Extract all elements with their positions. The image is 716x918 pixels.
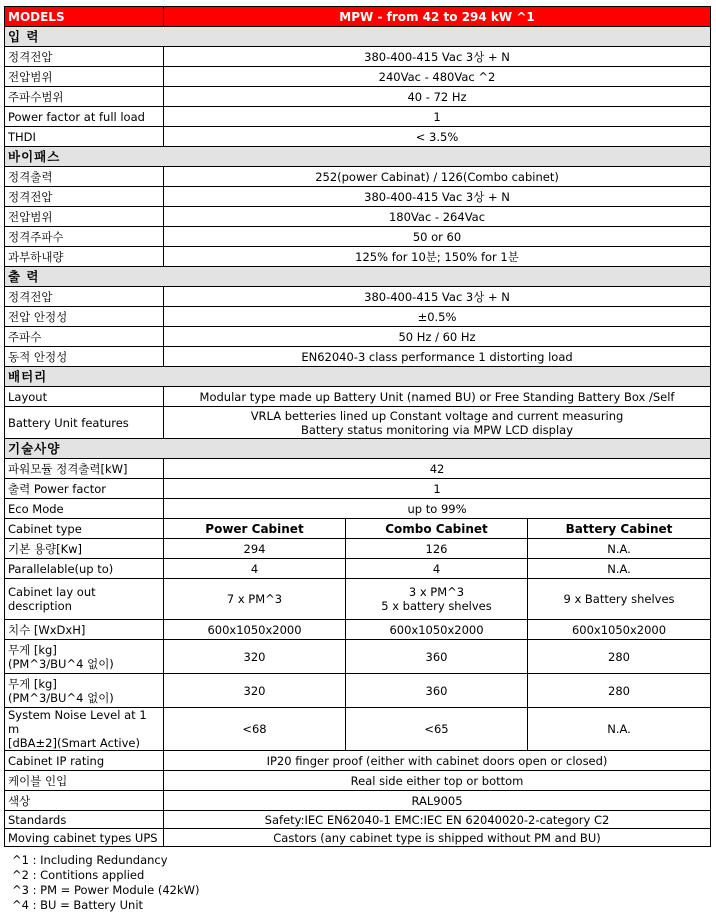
bypass-row-label: 전압범위 [5, 207, 164, 227]
cell-line: Cabinet lay out description [8, 585, 96, 613]
cell-line: 600x1050x2000 [389, 622, 484, 637]
input-row-value: 240Vac - 480Vac ^2 [164, 67, 711, 87]
cabinet-row-value [346, 559, 528, 579]
battery-features-row [5, 407, 711, 439]
bypass-row-value: 125% for 10분; 150% for 1분 [164, 247, 711, 267]
bypass-section-row [5, 147, 711, 167]
cabinet-type-header: Battery Cabinet [528, 519, 711, 539]
input-row-label: 주파수범위 [5, 87, 164, 107]
tech-bottom-row [5, 811, 711, 829]
bypass-row-value: 180Vac - 264Vac [164, 207, 711, 227]
cell-line: 5 x battery shelves [381, 599, 492, 613]
cell-line: 320 [243, 649, 266, 664]
tech-row-label: 출력 Power factor [5, 479, 164, 499]
bypass-row-value: 380-400-415 Vac 3상 + N [164, 187, 711, 207]
cabinet-row-value [164, 708, 346, 751]
cell-line: 600x1050x2000 [571, 622, 667, 637]
input-row-label: 정격전압 [5, 47, 164, 67]
cell-line: N.A. [607, 541, 631, 556]
output-row-label: 정격전압 [5, 287, 164, 307]
cabinet-row [5, 708, 711, 751]
cell-line: 3 x PM^3 [408, 585, 465, 599]
footnote: ^2 : Contitions applied [12, 868, 145, 882]
cabinet-row-label [5, 579, 164, 620]
cell-line: N.A. [607, 561, 631, 576]
battery-layout-value: Modular type made up Battery Unit (named BU) or Free Standing Battery Box /Self [164, 387, 711, 407]
cell-line: 기본 용량[Kw] [8, 541, 83, 556]
cabinet-row-value [164, 539, 346, 559]
output-row [5, 327, 711, 347]
input-row [5, 67, 711, 87]
tech-row-label: 파워모듈 정격출력[kW] [5, 459, 164, 479]
input-section-row [5, 27, 711, 47]
tech-row [5, 479, 711, 499]
cabinet-row [5, 620, 711, 640]
output-row [5, 287, 711, 307]
cabinet-type-header: Power Cabinet [164, 519, 346, 539]
tech-bottom-row [5, 829, 711, 847]
input-row-value: 380-400-415 Vac 3상 + N [164, 47, 711, 67]
cabinet-type-row [5, 519, 711, 539]
tech-bottom-value: Safety:IEC EN62040-1 EMC:IEC EN 62040020-2-category C2 [164, 811, 711, 829]
battery-layout-label: Layout [5, 387, 164, 407]
cabinet-row-value [164, 620, 346, 640]
bypass-row-label: 정격출력 [5, 167, 164, 187]
output-row-label: 동적 안정성 [5, 347, 164, 367]
output-section-title: 출 력 [5, 267, 711, 287]
tech-row-label: Eco Mode [5, 499, 164, 519]
cell-line: 294 [243, 541, 266, 556]
cell-line: 4 [432, 561, 441, 576]
tech-bottom-value: RAL9005 [164, 791, 711, 811]
cell-line: Parallelable(up to) [8, 561, 114, 576]
footnote: ^1 : Including Redundancy [12, 853, 168, 867]
battery-section-title: 배터리 [5, 367, 711, 387]
input-row [5, 87, 711, 107]
tech-row-value: up to 99% [164, 499, 711, 519]
cabinet-row-value [528, 620, 711, 640]
cell-line: (PM^3/BU^4 없이) [8, 690, 114, 705]
battery-features-line: Battery status monitoring via MPW LCD display [301, 422, 574, 437]
input-row [5, 107, 711, 127]
cabinet-row-value [346, 708, 528, 751]
cell-line: [dBA±2](Smart Active) [8, 736, 140, 750]
tech-row [5, 459, 711, 479]
cell-line: N.A. [607, 722, 631, 736]
cabinet-row-value [346, 640, 528, 674]
cell-line: 360 [425, 683, 448, 698]
cabinet-row-value [164, 640, 346, 674]
tech-bottom-label: Cabinet IP rating [5, 751, 164, 771]
bypass-row [5, 187, 711, 207]
cell-line: 무게 [kg] [8, 642, 57, 657]
cabinet-row-value [164, 559, 346, 579]
tech-bottom-value: Castors (any cabinet type is shipped without PM and BU) [164, 829, 711, 847]
input-row-label: Power factor at full load [5, 107, 164, 127]
bypass-row-value: 252(power Cabinat) / 126(Combo cabinet) [164, 167, 711, 187]
models-header-row [5, 7, 711, 27]
output-row-value: ±0.5% [164, 307, 711, 327]
tech-row-value: 42 [164, 459, 711, 479]
battery-features-value [164, 407, 711, 439]
tech-bottom-label: 색상 [5, 791, 164, 811]
cabinet-row-label [5, 640, 164, 674]
bypass-row [5, 247, 711, 267]
cell-line: 무게 [kg] [8, 676, 57, 691]
cabinet-type-label: Cabinet type [5, 519, 164, 539]
cabinet-row-label [5, 559, 164, 579]
tech-bottom-label: Moving cabinet types UPS [5, 829, 164, 847]
spec-sheet [4, 6, 710, 913]
cabinet-row-value [528, 708, 711, 751]
cell-line: 9 x Battery shelves [563, 592, 675, 606]
battery-layout-row [5, 387, 711, 407]
output-row-label: 주파수 [5, 327, 164, 347]
tech-bottom-label: 케이블 인입 [5, 771, 164, 791]
cabinet-row-value [528, 674, 711, 708]
cell-line: <65 [424, 722, 449, 736]
cell-line: 126 [425, 541, 448, 556]
tech-bottom-row [5, 751, 711, 771]
tech-bottom-value: IP20 finger proof (either with cabinet doors open or closed) [164, 751, 711, 771]
tech-row-value: 1 [164, 479, 711, 499]
output-row-value: EN62040-3 class performance 1 distorting load [164, 347, 711, 367]
cell-line: 320 [243, 683, 266, 698]
cabinet-row-value [164, 674, 346, 708]
cabinet-row-value [528, 559, 711, 579]
tech-bottom-row [5, 771, 711, 791]
bypass-row-label: 정격주파수 [5, 227, 164, 247]
output-row [5, 347, 711, 367]
cabinet-type-header: Combo Cabinet [346, 519, 528, 539]
tech-row [5, 499, 711, 519]
bypass-row [5, 167, 711, 187]
output-row-label: 전압 안정성 [5, 307, 164, 327]
models-label: MODELS [5, 7, 164, 27]
cell-line: <68 [242, 722, 267, 736]
output-row-value: 380-400-415 Vac 3상 + N [164, 287, 711, 307]
cabinet-row-value [528, 539, 711, 559]
tech-section-title: 기술사양 [5, 439, 711, 459]
bypass-row-value: 50 or 60 [164, 227, 711, 247]
cell-line: 치수 [WxDxH] [8, 622, 86, 637]
battery-features-line: VRLA betteries lined up Constant voltage and current measuring [250, 408, 624, 423]
cell-line: System Noise Level at 1 m [8, 708, 147, 736]
cell-line: (PM^3/BU^4 없이) [8, 656, 114, 671]
cabinet-row-value [346, 579, 528, 620]
cell-line: 360 [425, 649, 448, 664]
output-row-value: 50 Hz / 60 Hz [164, 327, 711, 347]
battery-features-label: Battery Unit features [5, 407, 164, 439]
cabinet-row-label [5, 674, 164, 708]
bypass-row [5, 227, 711, 247]
footnote: ^4 : BU = Battery Unit [12, 898, 144, 912]
cell-line: 4 [250, 561, 259, 576]
tech-section-row [5, 439, 711, 459]
cabinet-row-value [346, 539, 528, 559]
spec-table [4, 6, 711, 847]
cabinet-row-value [346, 674, 528, 708]
bypass-row-label: 과부하내량 [5, 247, 164, 267]
cell-line: 280 [608, 683, 630, 698]
cell-line: 600x1050x2000 [207, 622, 302, 637]
cabinet-row-value [164, 579, 346, 620]
footnote: ^3 : PM = Power Module (42kW) [12, 883, 200, 897]
cell-line: 280 [608, 649, 630, 664]
footnotes [4, 853, 710, 913]
models-value: MPW - from 42 to 294 kW ^1 [164, 7, 711, 27]
cabinet-row-label [5, 708, 164, 751]
cabinet-row [5, 674, 711, 708]
input-row-label: THDI [5, 127, 164, 147]
input-section-title: 입 력 [5, 27, 711, 47]
input-row [5, 127, 711, 147]
bypass-row [5, 207, 711, 227]
output-row [5, 307, 711, 327]
cabinet-row-label [5, 620, 164, 640]
bypass-row-label: 정격전압 [5, 187, 164, 207]
input-row-value: < 3.5% [164, 127, 711, 147]
cabinet-row [5, 640, 711, 674]
spec-table-body [5, 7, 711, 847]
cabinet-row-value [528, 640, 711, 674]
cabinet-row [5, 539, 711, 559]
output-section-row [5, 267, 711, 287]
input-row-value: 40 - 72 Hz [164, 87, 711, 107]
battery-section-row [5, 367, 711, 387]
tech-bottom-row [5, 791, 711, 811]
tech-bottom-label: Standards [5, 811, 164, 829]
input-row-value: 1 [164, 107, 711, 127]
input-row [5, 47, 711, 67]
cell-line: 7 x PM^3 [226, 592, 283, 606]
bypass-section-title: 바이패스 [5, 147, 711, 167]
cabinet-row [5, 579, 711, 620]
cabinet-row [5, 559, 711, 579]
cabinet-row-value [528, 579, 711, 620]
tech-bottom-value: Real side either top or bottom [164, 771, 711, 791]
cabinet-row-label [5, 539, 164, 559]
cabinet-row-value [346, 620, 528, 640]
input-row-label: 전압범위 [5, 67, 164, 87]
